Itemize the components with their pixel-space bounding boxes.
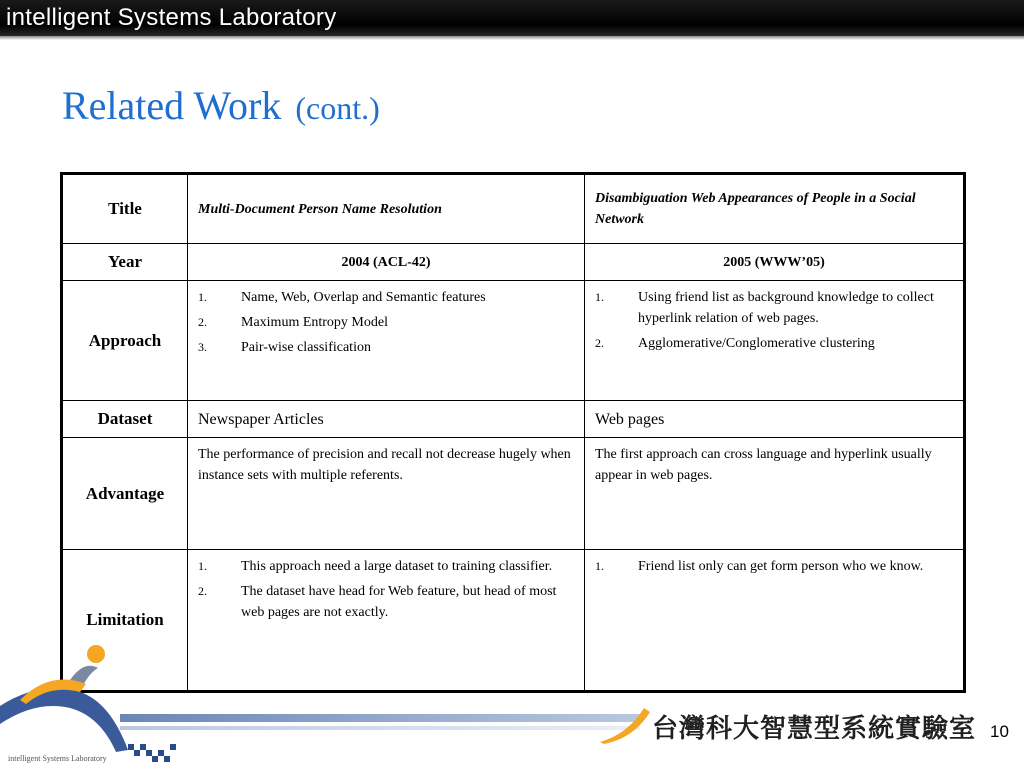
list-text: The dataset have head for Web feature, but head of most web pages are not exactly. [241,584,557,620]
logo-checker [128,744,176,762]
slide-title-suffix: (cont.) [295,90,380,126]
list-number: 3. [198,340,207,354]
footer-lab-name-chinese: 台灣科大智慧型系統實驗室 [652,714,977,744]
lab-name: intelligent Systems Laboratory [6,4,337,31]
table-row-year [62,244,965,281]
list-number: 1. [595,290,604,304]
list-item [595,333,953,354]
row-label-title: Title [62,174,188,244]
limitation-list-col2 [595,556,953,577]
advantage-col1: The performance of precision and recall not decrease hugely when instance sets with multiple referents. [188,438,585,550]
slide-title-main: Related Work [62,83,282,128]
related-work-table [60,172,966,693]
list-text: Friend list only can get form person who we know. [638,559,924,574]
title-col1: Multi-Document Person Name Resolution [188,174,585,244]
header-shadow [0,36,1024,40]
row-label-year: Year [62,244,188,281]
lab-logo [0,640,200,768]
list-item [198,337,574,358]
list-item [595,287,953,329]
list-number: 1. [595,559,604,573]
list-number: 1. [198,559,207,573]
approach-col2 [585,281,965,401]
list-item [198,312,574,333]
list-text: Using friend list as background knowledge to collect hyperlink relation of web pages. [638,290,934,326]
dataset-col1: Newspaper Articles [188,401,585,438]
footer-swoosh-icon [600,704,650,744]
table-row-title [62,174,965,244]
approach-list-col2 [595,287,953,354]
dataset-col2: Web pages [585,401,965,438]
page-number: 10 [990,722,1009,741]
list-item [595,556,953,577]
list-number: 2. [595,336,604,350]
logo-orange-dot [87,645,105,663]
logo-swoosh [0,688,128,752]
table-row-dataset [62,401,965,438]
list-text: Maximum Entropy Model [241,315,388,330]
list-number: 2. [198,315,207,329]
list-item [198,556,574,577]
footer-bar-thin [120,726,640,730]
limitation-col2 [585,550,965,692]
table-row-approach [62,281,965,401]
logo-text: intelligent Systems Laboratory [8,754,107,763]
year-col1: 2004 (ACL-42) [188,244,585,281]
year-col2: 2005 (WWW’05) [585,244,965,281]
list-number: 1. [198,290,207,304]
header-bar [0,0,1024,36]
list-item [198,581,574,623]
approach-col1 [188,281,585,401]
advantage-col2: The first approach can cross language and hyperlink usually appear in web pages. [585,438,965,550]
title-col2: Disambiguation Web Appearances of People in a Social Network [585,174,965,244]
approach-list-col1 [198,287,574,358]
footer-bar [120,714,640,722]
table-row-advantage [62,438,965,550]
list-text: Pair-wise classification [241,340,371,355]
row-label-limitation: Limitation [62,550,188,692]
list-number: 2. [198,584,207,598]
row-label-approach: Approach [62,281,188,401]
list-text: Name, Web, Overlap and Semantic features [241,290,486,305]
row-label-dataset: Dataset [62,401,188,438]
list-text: Agglomerative/Conglomerative clustering [638,336,875,351]
list-item [198,287,574,308]
slide-title [62,82,380,129]
list-text: This approach need a large dataset to training classifier. [241,559,553,574]
row-label-advantage: Advantage [62,438,188,550]
limitation-col1 [188,550,585,692]
limitation-list-col1 [198,556,574,623]
